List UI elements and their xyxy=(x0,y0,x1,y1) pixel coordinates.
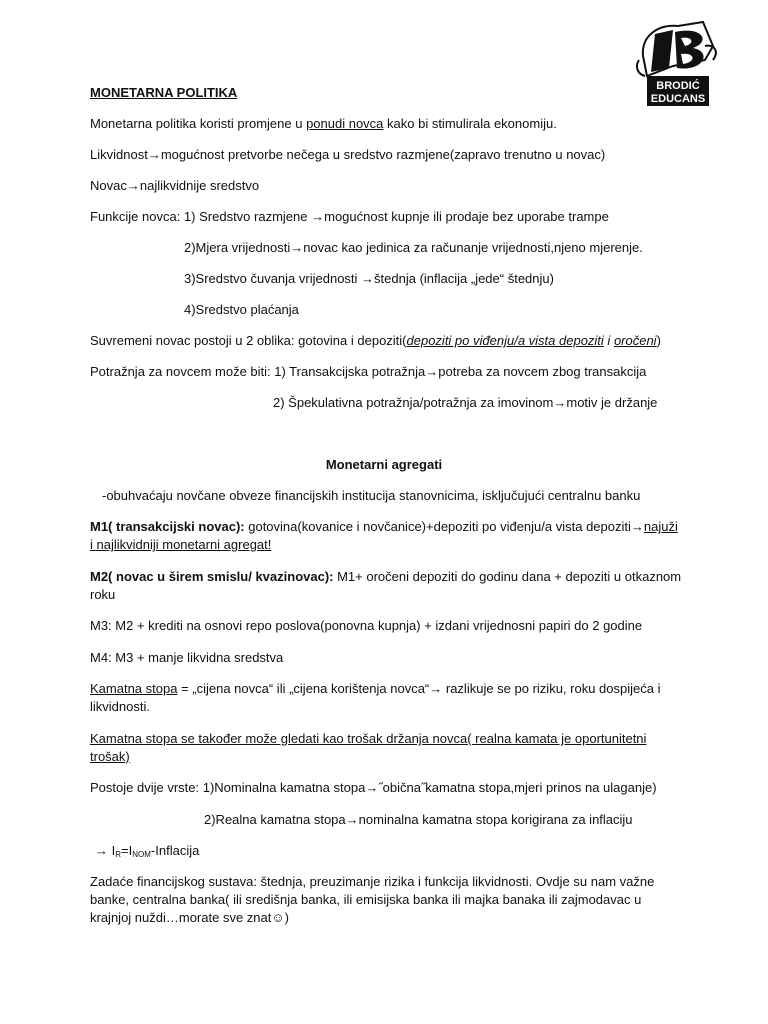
paragraph-monetary-policy: Monetarna politika koristi promjene u ponudi novca kako bi stimulirala ekonomiju. xyxy=(90,116,557,131)
logo-line2: EDUCANS xyxy=(650,93,706,105)
money-demand-1: Potražnja za novcem može biti: 1) Transakcijska potražnja→potreba za novcem zbog transakcija xyxy=(90,364,647,379)
money-function-4: 4)Sredstvo plaćanja xyxy=(184,302,299,317)
arrow-icon: → xyxy=(365,780,379,795)
aggregate-m1: M1( transakcijski novac): gotovina(kovanice i novčanice)+depoziti po viđenju/a vista depoziti→najuži i najlikvidniji monetarni agregat! xyxy=(90,519,678,552)
paragraph-liquidity: Likvidnost→mogućnost pretvorbe nečega u sredstvo razmjene(zapravo trenutno u novac) xyxy=(90,147,606,162)
arrow-icon: → xyxy=(425,364,439,379)
aggregate-m3: M3: M2 + krediti na osnovi repo poslova(ponovna kupnja) + izdani vrijednosni papiri do 2 godine xyxy=(90,618,643,633)
arrow-icon: → xyxy=(429,681,443,696)
section-heading-aggregates: Monetarni agregati xyxy=(325,457,443,472)
real-rate-formula: → $I_R=I_{NOM}$-Inflacija xyxy=(95,843,200,859)
paragraph-modern-money: Suvremeni novac postoji u 2 oblika: gotovina i depoziti(depoziti po viđenju/a vista depoziti i oročeni) xyxy=(90,333,661,348)
aggregates-definition: -obuhvaćaju novčane obveze financijskih institucija stanovnicima, isključujući centralnu banku xyxy=(102,488,641,503)
money-function-3: 3)Sredstvo čuvanja vrijednosti →štednja (inflacija „jede“ štednju) xyxy=(184,271,554,286)
paragraph-money: Novac→najlikvidnije sredstvo xyxy=(90,178,260,193)
arrow-icon: → xyxy=(311,209,325,224)
page-title: MONETARNA POLITIKA xyxy=(90,85,238,100)
interest-rate-types-1: Postoje dvije vrste: 1)Nominalna kamatna stopa→˝obična˝kamatna stopa,mjeri prinos na ulaganje) xyxy=(90,780,657,795)
interest-rate-cost: Kamatna stopa se također može gledati kao trošak držanja novca( realna kamata je oportunitetni trošak) xyxy=(90,731,647,764)
financial-system-tasks: Zadaće financijskog sustava: štednja, preuzimanje rizika i funkcija likvidnosti. Ovdje su nam važne banke, centralna banka( ili središnja banka, ili emisijska banka ili majka banaka ili zajmodavac u krajnjoj nuždi…morate sve znat☺) xyxy=(90,874,655,925)
arrow-icon: → xyxy=(95,843,108,858)
money-demand-2: 2) Špekulativna potražnja/potražnja za imovinom→motiv je držanje xyxy=(273,395,658,410)
logo-line1: BRODIĆ xyxy=(656,80,700,92)
arrow-icon: → xyxy=(361,271,375,286)
arrow-icon: → xyxy=(345,812,359,827)
aggregate-m4: M4: M3 + manje likvidna sredstva xyxy=(90,650,284,665)
arrow-icon: → xyxy=(553,395,567,410)
arrow-icon: → xyxy=(290,240,304,255)
interest-rate-definition: Kamatna stopa = „cijena novca“ ili „cijena korištenja novca“→ razlikuje se po riziku, roku dospijeća i likvidnosti. xyxy=(90,681,661,714)
aggregate-m2: M2( novac u širem smislu/ kvazinovac): M1+ oročeni depoziti do godinu dana + depoziti u otkaznom roku xyxy=(90,569,682,602)
money-function-2: 2)Mjera vrijednosti→novac kao jedinica za računanje vrijednosti,njeno mjerenje. xyxy=(184,240,643,255)
arrow-icon: → xyxy=(147,147,161,162)
arrow-icon: → xyxy=(630,519,644,534)
money-function-1: Funkcije novca: 1) Sredstvo razmjene →mogućnost kupnje ili prodaje bez uporabe trampe xyxy=(90,209,609,224)
arrow-icon: → xyxy=(126,178,140,193)
interest-rate-types-2: 2)Realna kamatna stopa→nominalna kamatna stopa korigirana za inflaciju xyxy=(204,812,633,827)
